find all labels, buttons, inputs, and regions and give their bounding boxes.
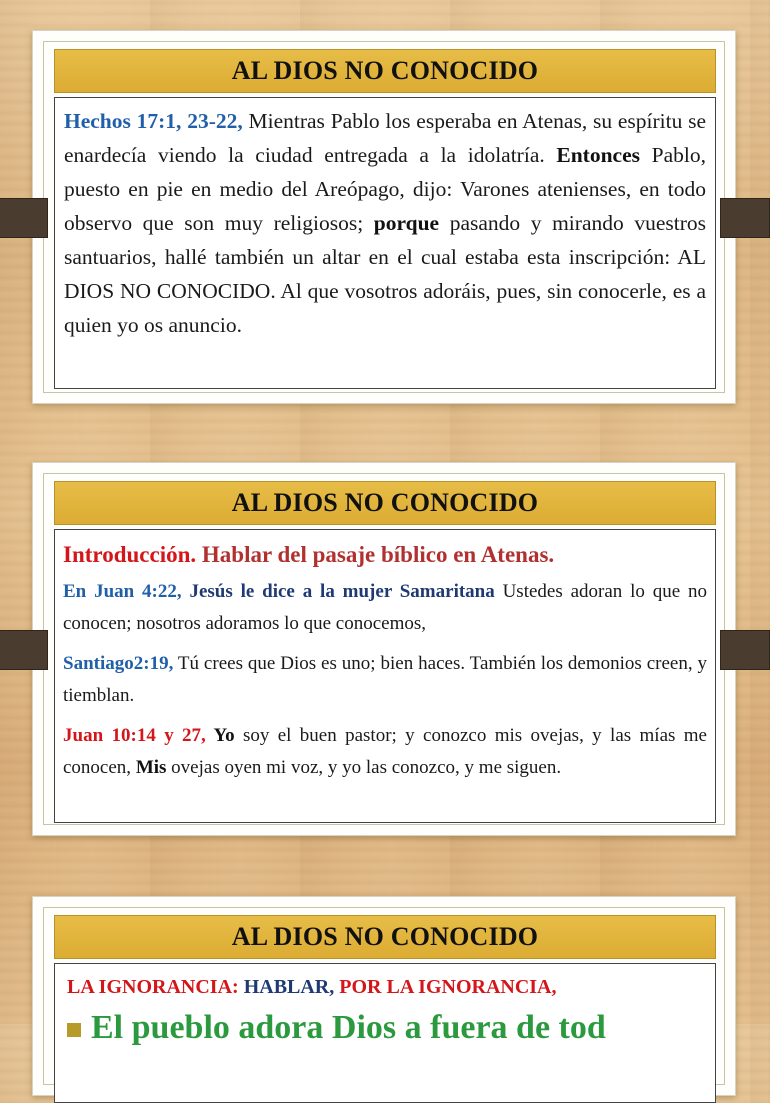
scripture-reference: Hechos 17:1, 23-22,: [64, 109, 243, 133]
intro-label: Introducción.: [63, 542, 197, 567]
ignorance-label: LA IGNORANCIA:: [67, 976, 239, 998]
bullet-line: [67, 1006, 703, 1050]
bold-word: Entonces: [556, 143, 640, 167]
slide-body: [54, 529, 716, 823]
slide-body: [54, 963, 716, 1103]
bold-word: porque: [373, 211, 440, 235]
right-tab-2: [720, 630, 770, 670]
bold-word: Mis: [131, 757, 167, 778]
text-segment: Ustedes adoran lo que no conocen; nosotros adoramos lo que conocemos,: [63, 581, 708, 634]
text-segment: soy el buen pastor; y conozco mis ovejas, y las mías me conocen,: [63, 725, 707, 778]
text-segment: Pablo, puesto en pie en medio del Areópago, dijo: Varones atenienses, en todo observo que son muy religiosos;: [64, 143, 706, 235]
scripture-reference: Juan 10:14 y 27,: [63, 725, 206, 746]
santiago-paragraph: [63, 648, 707, 712]
scripture-reference: Santiago2:19,: [63, 653, 174, 674]
text-segment: ovejas oyen mi voz, y yo las conozco, y me siguen.: [166, 757, 562, 778]
juan-paragraph: [63, 576, 707, 640]
text-segment: Mientras Pablo los esperaba en Atenas, su espíritu se enardecía viendo la ciudad entregada a la idolatría.: [64, 109, 706, 167]
slide-title: AL DIOS NO CONOCIDO: [54, 49, 716, 93]
intro-text: Hablar del pasaje bíblico en Atenas.: [196, 542, 555, 567]
text-segment: pasando y mirando vuestros santuarios, hallé también un altar en el cual estaba esta inscripción: AL DIOS NO CONOCIDO. Al que vosotros adoráis, pues, sin conocerle, es a quien yo os anuncio.: [64, 211, 706, 337]
text-segment: Tú crees que Dios es uno; bien haces. También los demonios creen, y tiemblan.: [63, 653, 707, 706]
ignorance-line: [67, 970, 703, 1004]
scripture-text: [54, 97, 716, 389]
bold-word: Yo: [205, 725, 235, 746]
left-tab-2: [0, 630, 48, 670]
slide-title: AL DIOS NO CONOCIDO: [54, 915, 716, 959]
bold-phrase: Jesús le dice a la mujer Samaritana: [181, 581, 495, 602]
slide-2: [32, 462, 736, 836]
intro-line: [63, 538, 707, 572]
left-tab-1: [0, 198, 48, 238]
scripture-reference: En Juan 4:22,: [63, 581, 182, 602]
right-tab-1: [720, 198, 770, 238]
juan10-paragraph: [63, 720, 707, 784]
slide-3: [32, 896, 736, 1096]
square-bullet-icon: [67, 1023, 81, 1037]
slide-1: [32, 30, 736, 404]
ignorance-label-2: POR LA IGNORANCIA,: [334, 976, 557, 998]
hablar-label: HABLAR,: [238, 976, 335, 998]
bullet-text: El pueblo adora Dios a fuera de tod: [91, 1009, 606, 1046]
slide-title: AL DIOS NO CONOCIDO: [54, 481, 716, 525]
